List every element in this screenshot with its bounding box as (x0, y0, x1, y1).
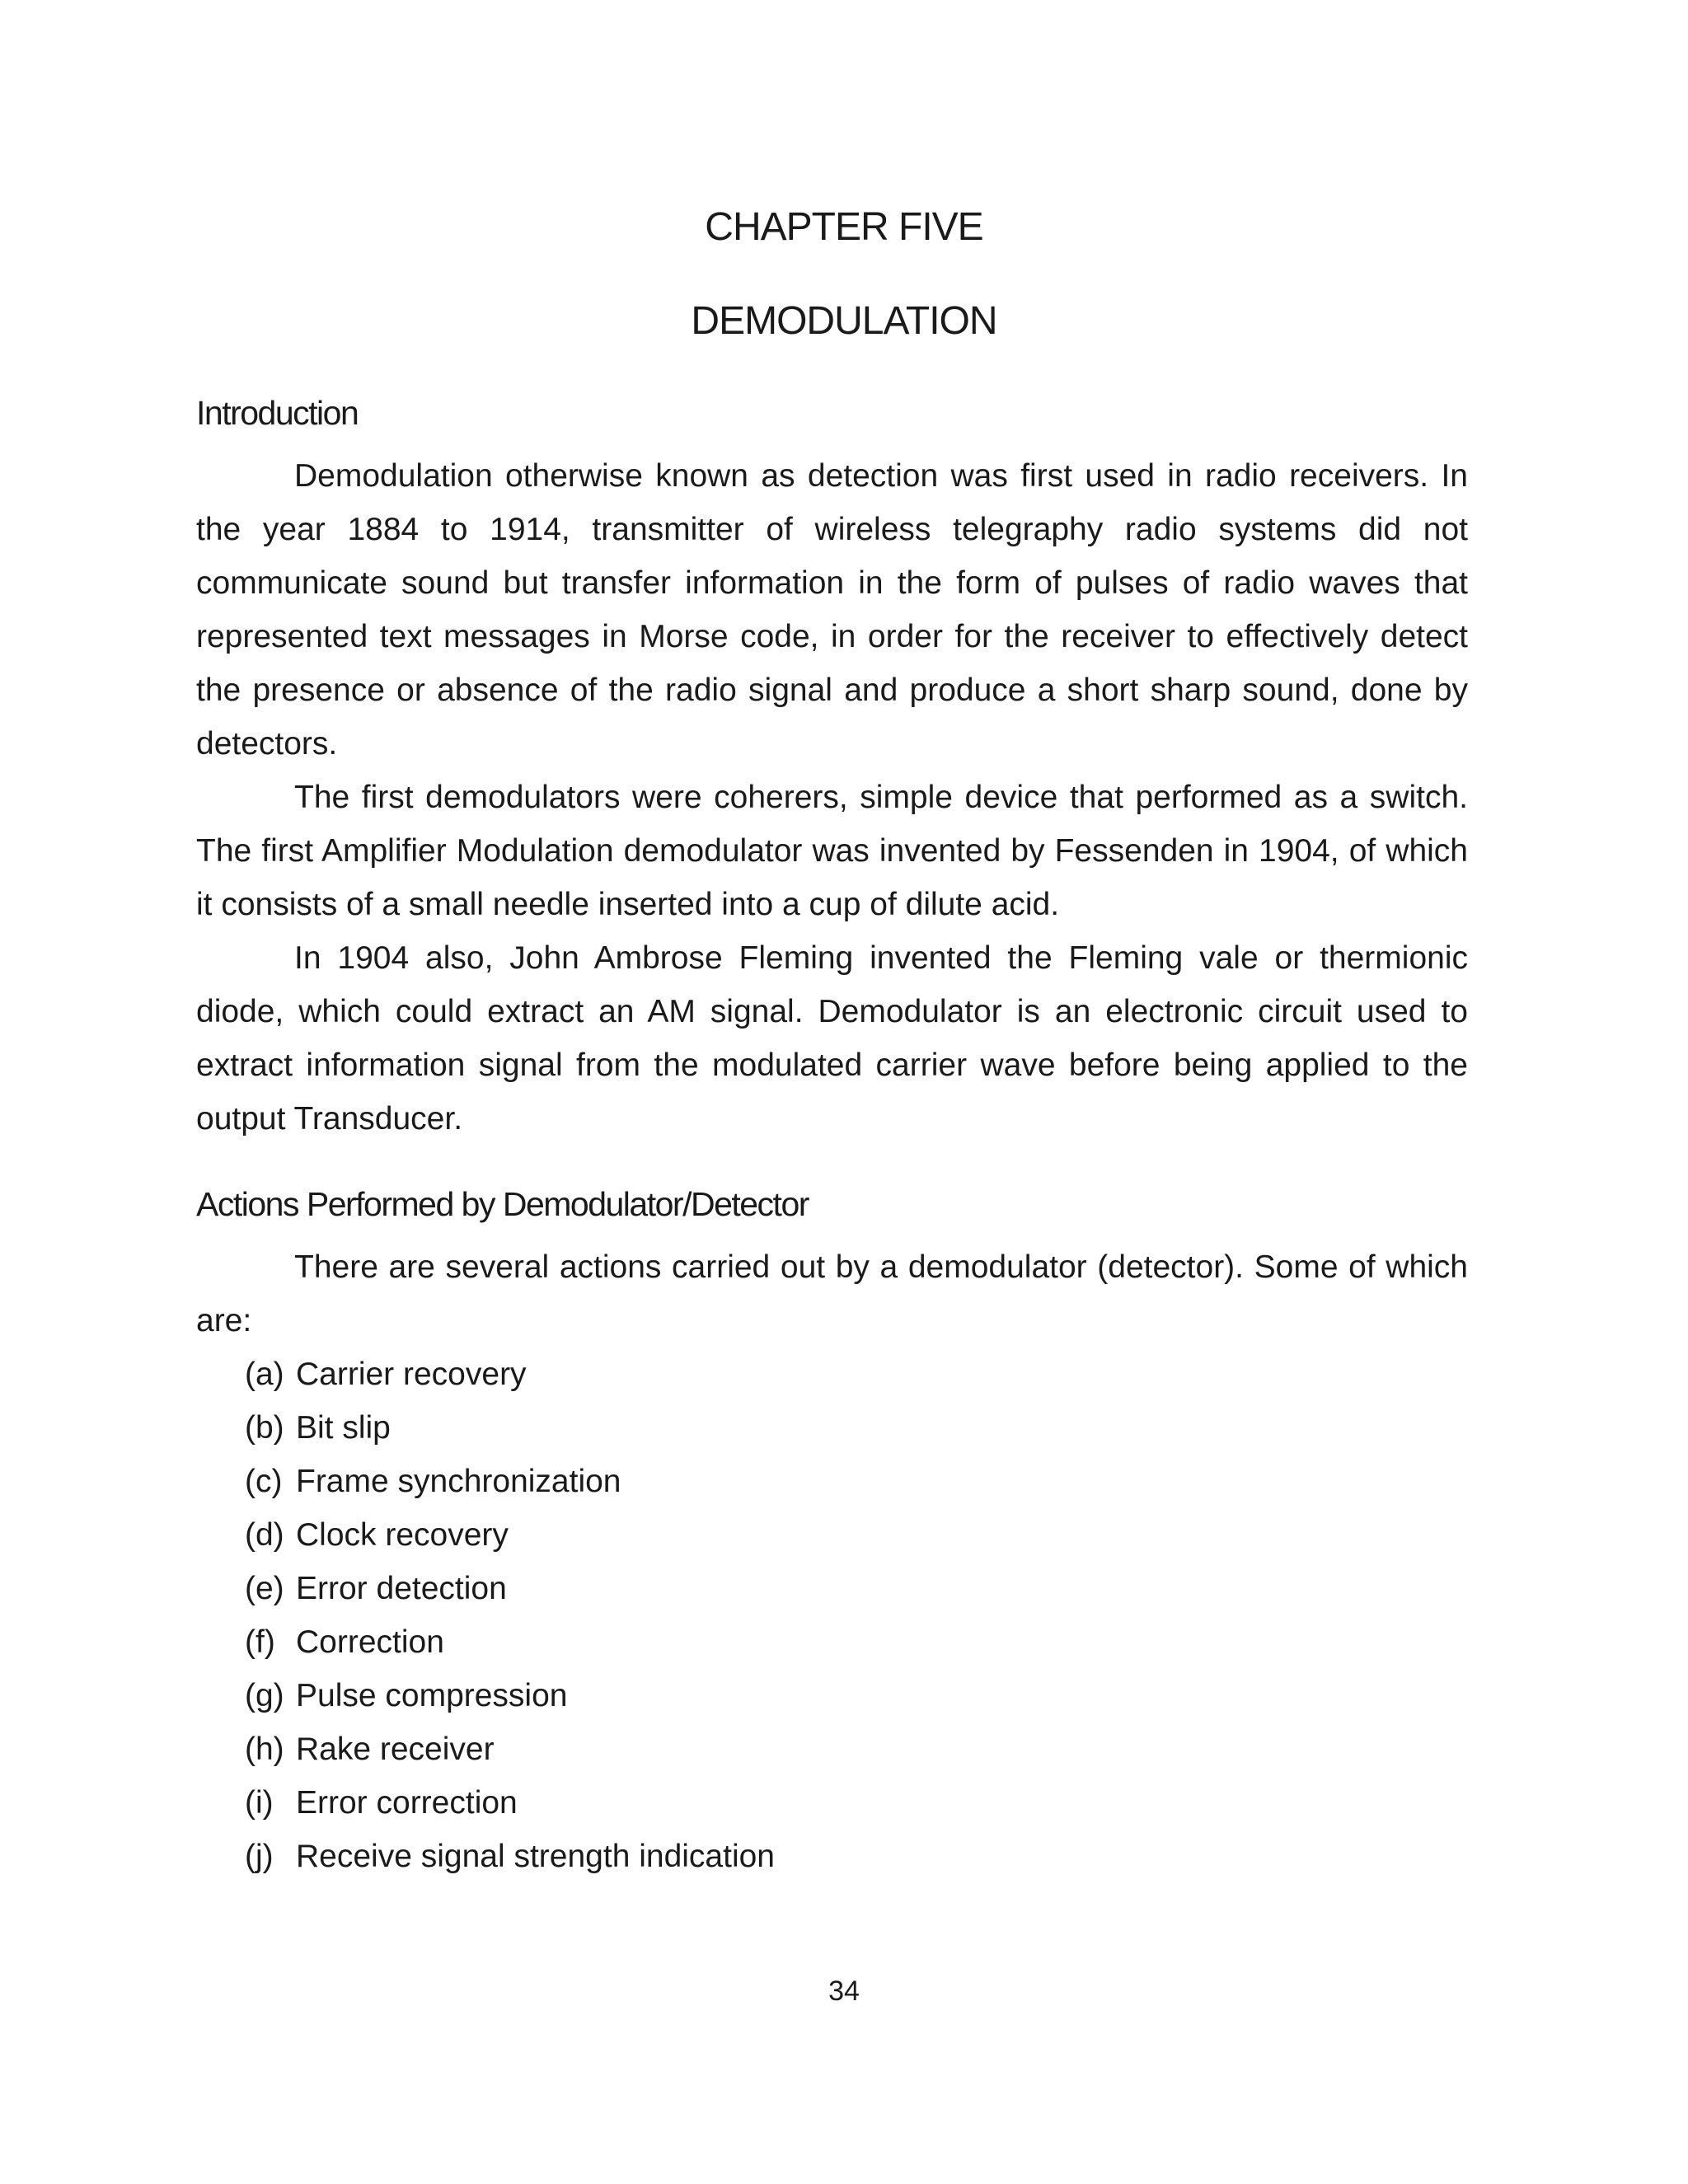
list-item-text: Bit slip (296, 1410, 391, 1446)
list-item (245, 1776, 775, 1830)
list-item-text: Frame synchronization (296, 1464, 621, 1499)
list-item (245, 1830, 775, 1883)
actions-body (196, 1240, 1468, 1347)
paragraph: Demodulation otherwise known as detection was first used in radio receivers. In the year 1884 to 1914, transmitter of wireless telegraphy radio systems did not communicate sound but transfer information in the form of pulses of radio waves that represented text messages in Morse code, in order for the receiver to effectively detect the presence or absence of the radio signal and produce a short sharp sound, done by detectors. (196, 458, 1468, 762)
section-heading-introduction: Introduction (196, 394, 359, 432)
list-item-text: Correction (296, 1624, 444, 1660)
chapter-number-label: CHAPTER FIVE (705, 205, 983, 249)
list-marker: (h) (245, 1732, 284, 1767)
paragraph: In 1904 also, John Ambrose Fleming invented the Fleming vale or thermionic diode, which could extract an AM signal. Demodulator is an electronic circuit used to extract information signal from the modulated carrier wave before being applied to the output Transducer. (196, 940, 1468, 1137)
section-heading-actions: Actions Performed by Demodulator/Detector (196, 1185, 809, 1223)
list-item (245, 1615, 775, 1669)
chapter-title: DEMODULATION (691, 299, 997, 343)
list-item (245, 1347, 775, 1401)
list-marker: (f) (245, 1624, 275, 1660)
list-item (245, 1508, 775, 1562)
list-item (245, 1455, 775, 1508)
list-marker: (b) (245, 1410, 284, 1446)
introduction-body (196, 449, 1468, 1146)
list-marker: (i) (245, 1785, 274, 1821)
list-marker: (d) (245, 1517, 284, 1553)
list-item (245, 1562, 775, 1615)
list-marker: (j) (245, 1839, 274, 1874)
list-item-text: Receive signal strength indication (296, 1839, 776, 1874)
list-marker: (g) (245, 1678, 284, 1713)
list-item-text: Rake receiver (296, 1732, 495, 1767)
list-marker: (c) (245, 1464, 283, 1499)
list-item (245, 1722, 775, 1776)
list-item (245, 1401, 775, 1455)
list-item-text: Carrier recovery (296, 1357, 527, 1392)
list-marker: (e) (245, 1571, 284, 1606)
list-item-text: Clock recovery (296, 1517, 509, 1553)
list-item-text: Error correction (296, 1785, 518, 1821)
list-item (245, 1669, 775, 1722)
paragraph: The first demodulators were coherers, simple device that performed as a switch. The first Amplifier Modulation demodulator was invented by Fessenden in 1904, of which it consists of a small needle inserted into a cup of dilute acid. (196, 780, 1468, 922)
list-item-text: Error detection (296, 1571, 507, 1606)
paragraph: There are several actions carried out by a demodulator (detector). Some of which are: (196, 1249, 1468, 1338)
list-marker: (a) (245, 1357, 284, 1392)
page-number: 34 (828, 1975, 860, 2007)
actions-list (245, 1347, 775, 1883)
list-item-text: Pulse compression (296, 1678, 568, 1713)
